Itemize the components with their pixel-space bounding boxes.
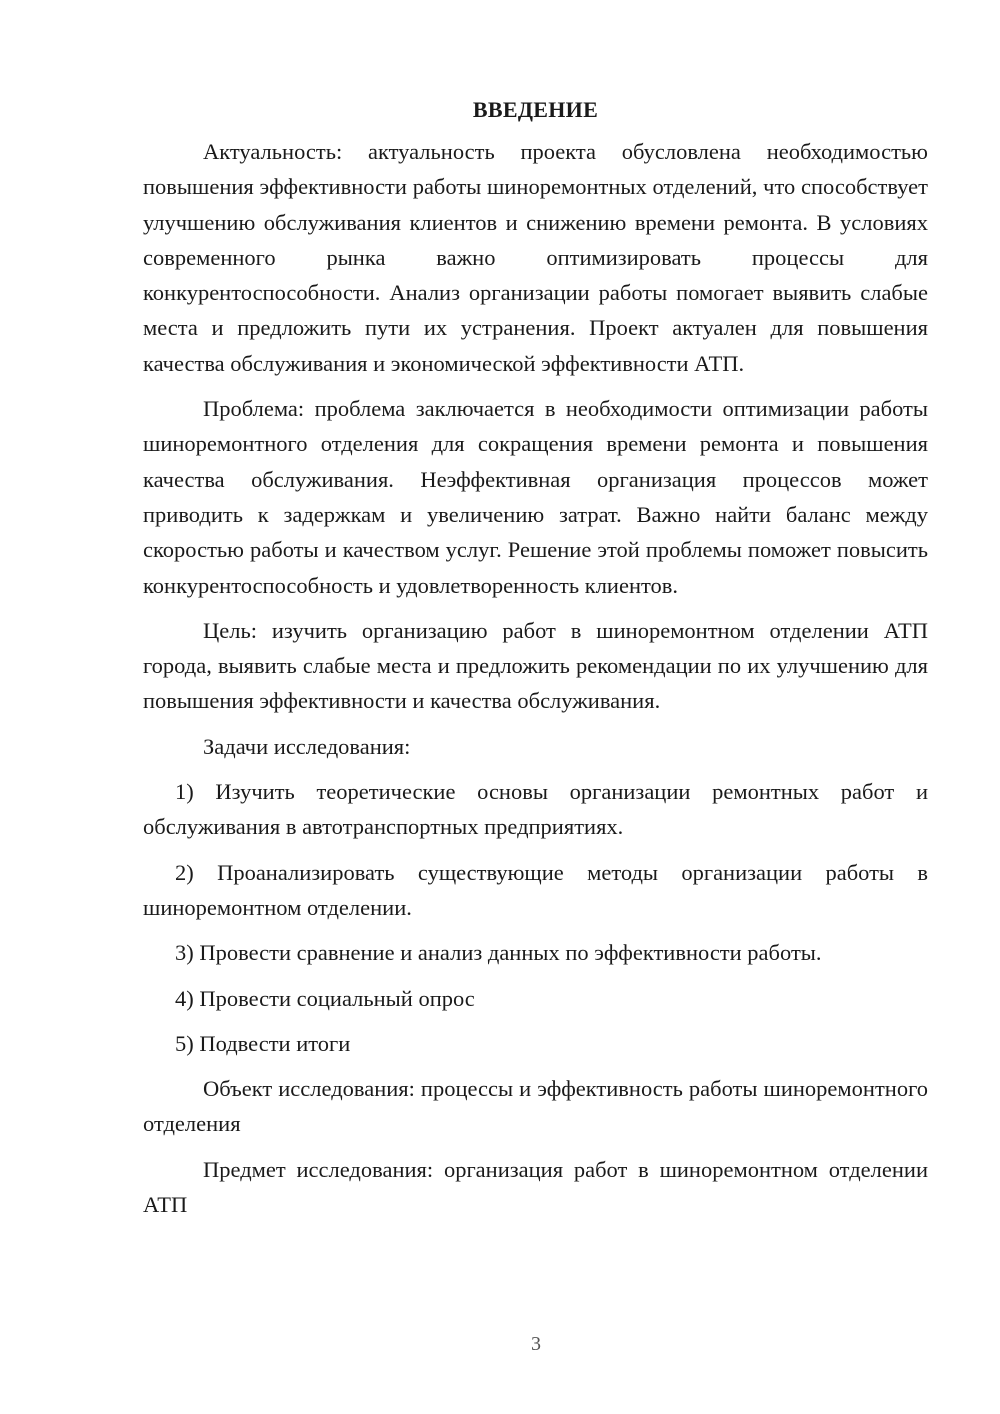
page-title: ВВЕДЕНИЕ bbox=[472, 97, 599, 122]
paragraph-goal: Цель: изучить организацию работ в шиноремонтном отделении АТП города, выявить слабые места и предложить рекомендации по их улучшению для повышения эффективности и качества обслуживания. bbox=[143, 617, 928, 714]
tasks-heading: Задачи исследования: bbox=[203, 733, 411, 759]
task-item-1: 1) Изучить теоретические основы организации ремонтных работ и обслуживания в автотранспортных предприятиях. bbox=[143, 779, 928, 840]
paragraph-relevance: Актуальность: актуальность проекта обусловлена необходимостью повышения эффективности работы шиноремонтных отделений, что способствует улучшению обслуживания клиентов и снижению времени ремонта. В условиях современного рынка важно оптимизировать процессы для конкурентоспособности. Анализ организации работы помогает выявить слабые места и предложить пути их устранения. Проект актуален для повышения качества обслуживания и экономической эффективности АТП. bbox=[143, 139, 928, 376]
task-item-4: 4) Провести социальный опрос bbox=[175, 985, 475, 1011]
page-number: 3 bbox=[531, 1333, 541, 1355]
paragraph-problem: Проблема: проблема заключается в необходимости оптимизации работы шиноремонтного отделения для сокращения времени ремонта и повышения качества обслуживания. Неэффективная организация процессов может приводить к задержкам и увеличению затрат. Важно найти баланс между скоростью работы и качеством услуг. Решение этой проблемы поможет повысить конкурентоспособность и удовлетворенность клиентов. bbox=[143, 396, 928, 598]
task-item-5: 5) Подвести итоги bbox=[175, 1030, 351, 1056]
document-page bbox=[143, 92, 928, 1232]
task-item-3: 3) Провести сравнение и анализ данных по эффективности работы. bbox=[175, 940, 822, 966]
paragraph-subject: Предмет исследования: организация работ в шиноремонтном отделении АТП bbox=[143, 1156, 928, 1218]
task-item-2: 2) Проанализировать существующие методы организации работы в шиноремонтном отделении. bbox=[143, 859, 928, 920]
paragraph-object: Объект исследования: процессы и эффективность работы шиноремонтного отделения bbox=[143, 1076, 928, 1137]
